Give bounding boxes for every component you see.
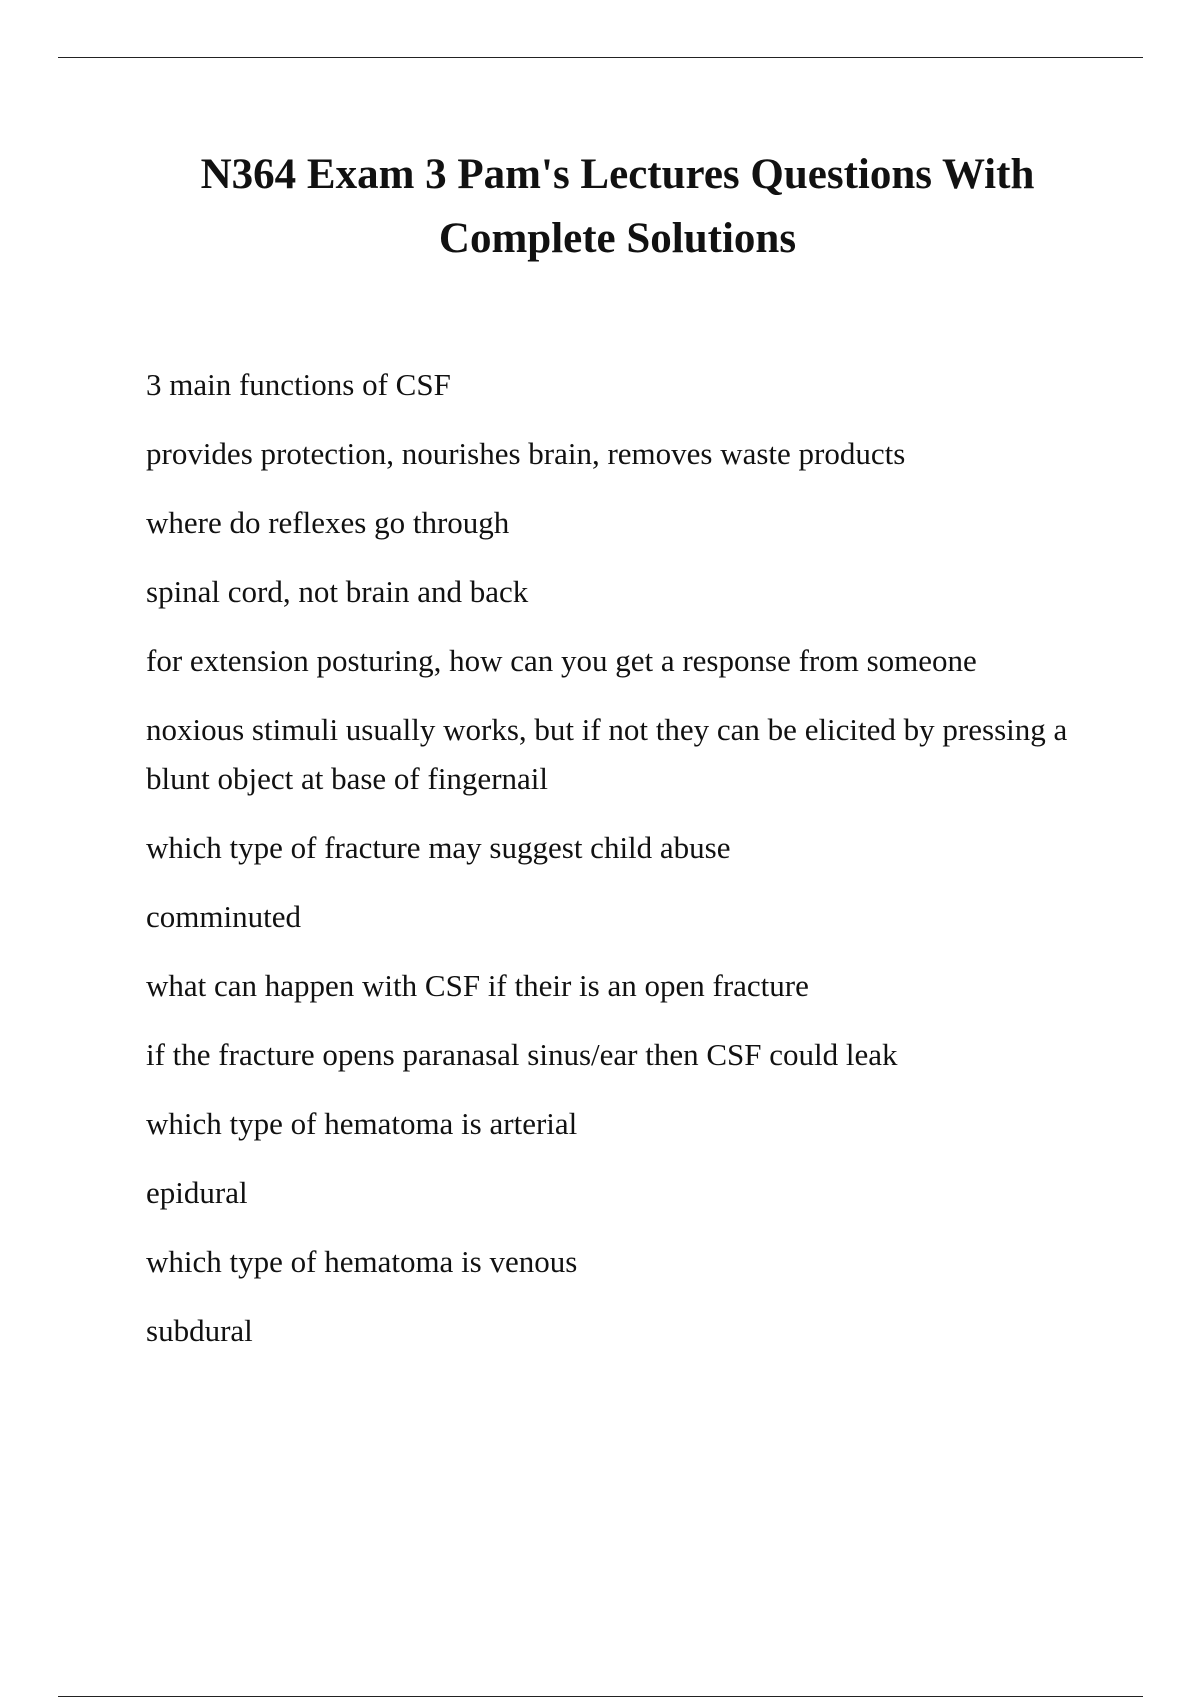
qa-list <box>146 360 1076 1375</box>
answer-text: epidural <box>146 1175 248 1210</box>
question-text: what can happen with CSF if their is an open fracture <box>146 968 809 1003</box>
question-text: which type of fracture may suggest child abuse <box>146 830 731 865</box>
answer-text: noxious stimuli usually works, but if not they can be elicited by pressing a blunt object at base of fingernail <box>146 712 1068 796</box>
document-title: N364 Exam 3 Pam's Lectures Questions With Complete Solutions <box>200 151 1035 262</box>
question-text: which type of hematoma is venous <box>146 1244 578 1279</box>
bottom-divider <box>58 1696 1143 1697</box>
top-divider <box>58 57 1143 58</box>
answer-text: comminuted <box>146 899 301 934</box>
question-text: for extension posturing, how can you get a response from someone <box>146 643 977 678</box>
answer-text: spinal cord, not brain and back <box>146 574 529 609</box>
answer-text: provides protection, nourishes brain, removes waste products <box>146 436 906 471</box>
answer-text: subdural <box>146 1313 253 1348</box>
question-text: which type of hematoma is arterial <box>146 1106 578 1141</box>
question-text: where do reflexes go through <box>146 505 510 540</box>
answer-text: if the fracture opens paranasal sinus/ear then CSF could leak <box>146 1037 898 1072</box>
question-text: 3 main functions of CSF <box>146 367 451 402</box>
